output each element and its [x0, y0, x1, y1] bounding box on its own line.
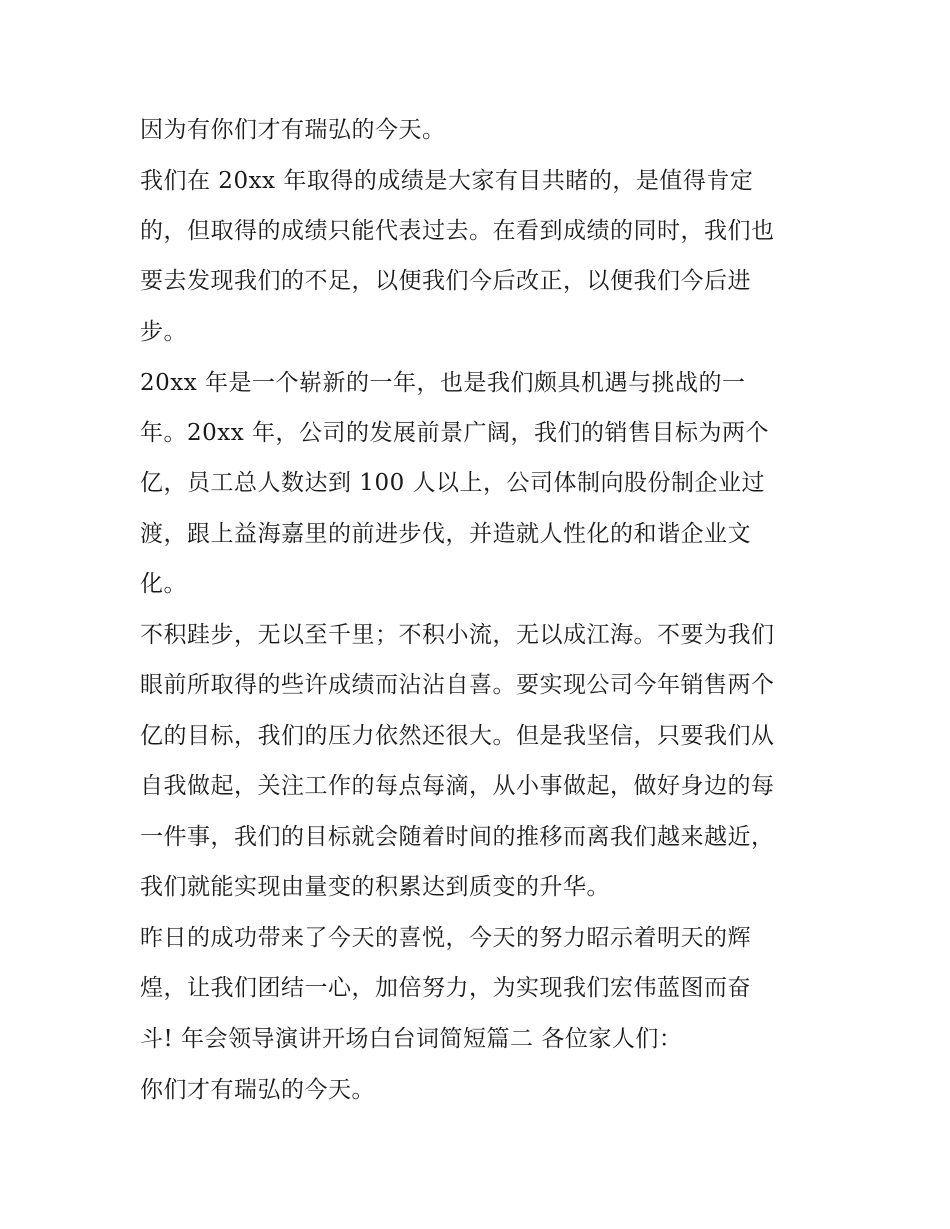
- text-line: 眼前所取得的些许成绩而沾沾自喜。要实现公司今年销售两个: [140, 672, 775, 698]
- text-line: 渡，跟上益海嘉里的前进步伐，并造就人性化的和谐企业文: [140, 521, 751, 547]
- text-line: 亿，员工总人数达到 100 人以上，公司体制向股份制企业过: [140, 470, 766, 496]
- text-line: 要去发现我们的不足，以便我们今后改正，以便我们今后进: [140, 268, 751, 294]
- text-line: 昨日的成功带来了今天的喜悦，今天的努力昭示着明天的辉: [140, 925, 751, 951]
- text-line: 煌，让我们团结一心，加倍努力，为实现我们宏伟蓝图而奋: [140, 975, 751, 1001]
- text-line: 我们就能实现由量变的积累达到质变的升华。: [140, 874, 610, 900]
- text-line: 步。: [140, 319, 187, 345]
- text-line: 自我做起，关注工作的每点每滴，从小事做起，做好身边的每: [140, 773, 775, 799]
- text-line: 化。: [140, 571, 187, 597]
- text-line: 20xx 年是一个崭新的一年，也是我们颇具机遇与挑战的一: [140, 370, 746, 396]
- text-line: 的，但取得的成绩只能代表过去。在看到成绩的同时，我们也: [140, 218, 775, 244]
- text-line: 斗! 年会领导演讲开场白台词简短篇二 各位家人们：: [140, 1026, 683, 1052]
- text-line: 因为有你们才有瑞弘的今天。: [140, 117, 446, 143]
- text-line: 亿的目标，我们的压力依然还很大。但是我坚信，只要我们从: [140, 723, 775, 749]
- text-line: 不积跬步，无以至千里；不积小流，无以成江海。不要为我们: [140, 622, 775, 648]
- text-line: 一件事，我们的目标就会随着时间的推移而离我们越来越近，: [140, 824, 775, 850]
- text-line: 你们才有瑞弘的今天。: [140, 1077, 375, 1103]
- text-line: 年。20xx 年，公司的发展前景广阔，我们的销售目标为两个: [140, 420, 770, 446]
- text-line: 我们在 20xx 年取得的成绩是大家有目共睹的，是值得肯定: [140, 168, 754, 194]
